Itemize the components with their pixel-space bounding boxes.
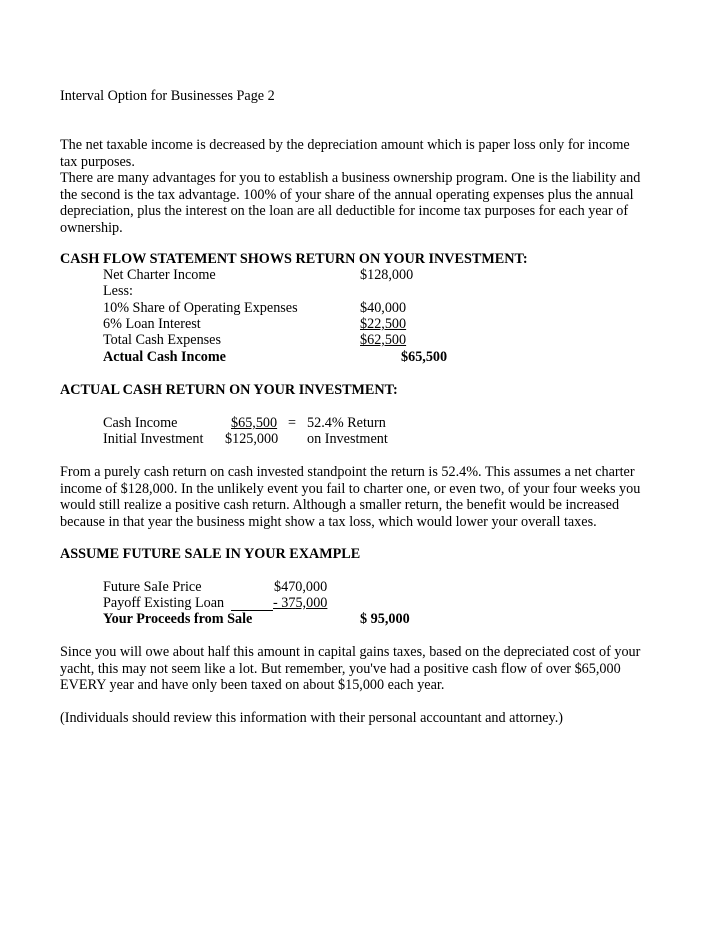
cash-flow-row-value: $62,500 xyxy=(360,332,407,348)
future-sale-total-label: Your Proceeds from Sale xyxy=(103,611,253,627)
return-suffix: on Investment xyxy=(307,431,388,447)
cash-flow-row-value: $40,000 xyxy=(360,300,407,316)
cash-flow-row-label: 10% Share of Operating Expenses xyxy=(103,300,298,316)
cash-flow-row-label: Net Charter Income xyxy=(103,267,216,283)
cash-flow-row-label: Less: xyxy=(103,283,133,299)
explanation-line: would still realize a positive cash return. Although a smaller return, the benefit would be increased xyxy=(60,497,620,514)
intro-line: ownership. xyxy=(60,219,123,236)
closing-paragraph xyxy=(60,644,650,694)
explanation-line: income of $128,000. In the unlikely event you fail to charter one, or even two, of your four weeks you xyxy=(60,480,641,497)
cash-flow-total-label: Actual Cash Income xyxy=(103,349,226,365)
intro-line: tax purposes. xyxy=(60,153,135,170)
future-sale-row-label: Future SaIe Price xyxy=(103,579,202,595)
cash-flow-row-label: 6% Loan Interest xyxy=(103,316,201,332)
future-sale-row-value: - 375,000 xyxy=(273,595,328,611)
denominator-value: $125,000 xyxy=(225,431,279,447)
cash-flow-row-value: $22,500 xyxy=(360,316,407,332)
numerator-label: Cash Income xyxy=(103,415,178,431)
explanation-line: From a purely cash return on cash invested standpoint the return is 52.4%. This assumes a net charter xyxy=(60,464,635,480)
explanation-line: because in that year the business might show a tax loss, which would lower your overall taxes. xyxy=(60,513,597,530)
future-sale-row-label: Payoff Existing Loan xyxy=(103,595,225,611)
actual-return-heading: ACTUAL CASH RETURN ON YOUR INVESTMENT: xyxy=(60,382,398,398)
cash-flow-row-value: $128,000 xyxy=(360,267,414,283)
intro-line: the second is the tax advantage. 100% of your share of the annual operating expenses plus the annual xyxy=(60,186,634,203)
future-sale-total-value: $ 95,000 xyxy=(360,611,410,627)
numerator-value: $65,500 xyxy=(231,415,278,431)
equals-sign: = xyxy=(288,415,297,431)
cash-flow-row-label: Total Cash Expenses xyxy=(103,332,222,348)
intro-line: The net taxable income is decreased by the depreciation amount which is paper loss only for income xyxy=(60,137,630,153)
closing-line: yacht, this may not seem like a lot. But remember, you've had a positive cash flow of over $65,000 xyxy=(60,660,621,677)
closing-line: EVERY year and have only been taxed on about $15,000 each year. xyxy=(60,677,445,694)
intro-line: There are many advantages for you to establish a business ownership program. One is the liability and xyxy=(60,170,641,187)
future-sale-heading: ASSUME FUTURE SALE IN YOUR EXAMPLE xyxy=(60,546,361,562)
denominator-label: Initial Investment xyxy=(103,431,204,447)
future-sale-row-value: $470,000 xyxy=(274,579,328,595)
intro-paragraph xyxy=(60,137,650,237)
cash-flow-total-value: $65,500 xyxy=(401,349,448,365)
intro-line: depreciation, plus the interest on the loan are all deductible for income tax purposes for each year of xyxy=(60,203,629,220)
underline-blank xyxy=(231,595,273,611)
explanation-paragraph xyxy=(60,464,650,530)
page-header: Interval Option for Businesses Page 2 xyxy=(60,88,275,104)
return-result: 52.4% Return xyxy=(307,415,386,431)
cash-flow-heading: CASH FLOW STATEMENT SHOWS RETURN ON YOUR INVESTMENT: xyxy=(60,251,528,267)
disclaimer: (Individuals should review this information with their personal accountant and attorney.) xyxy=(60,710,563,726)
closing-line: Since you will owe about half this amount in capital gains taxes, based on the depreciated cost of your xyxy=(60,644,641,660)
